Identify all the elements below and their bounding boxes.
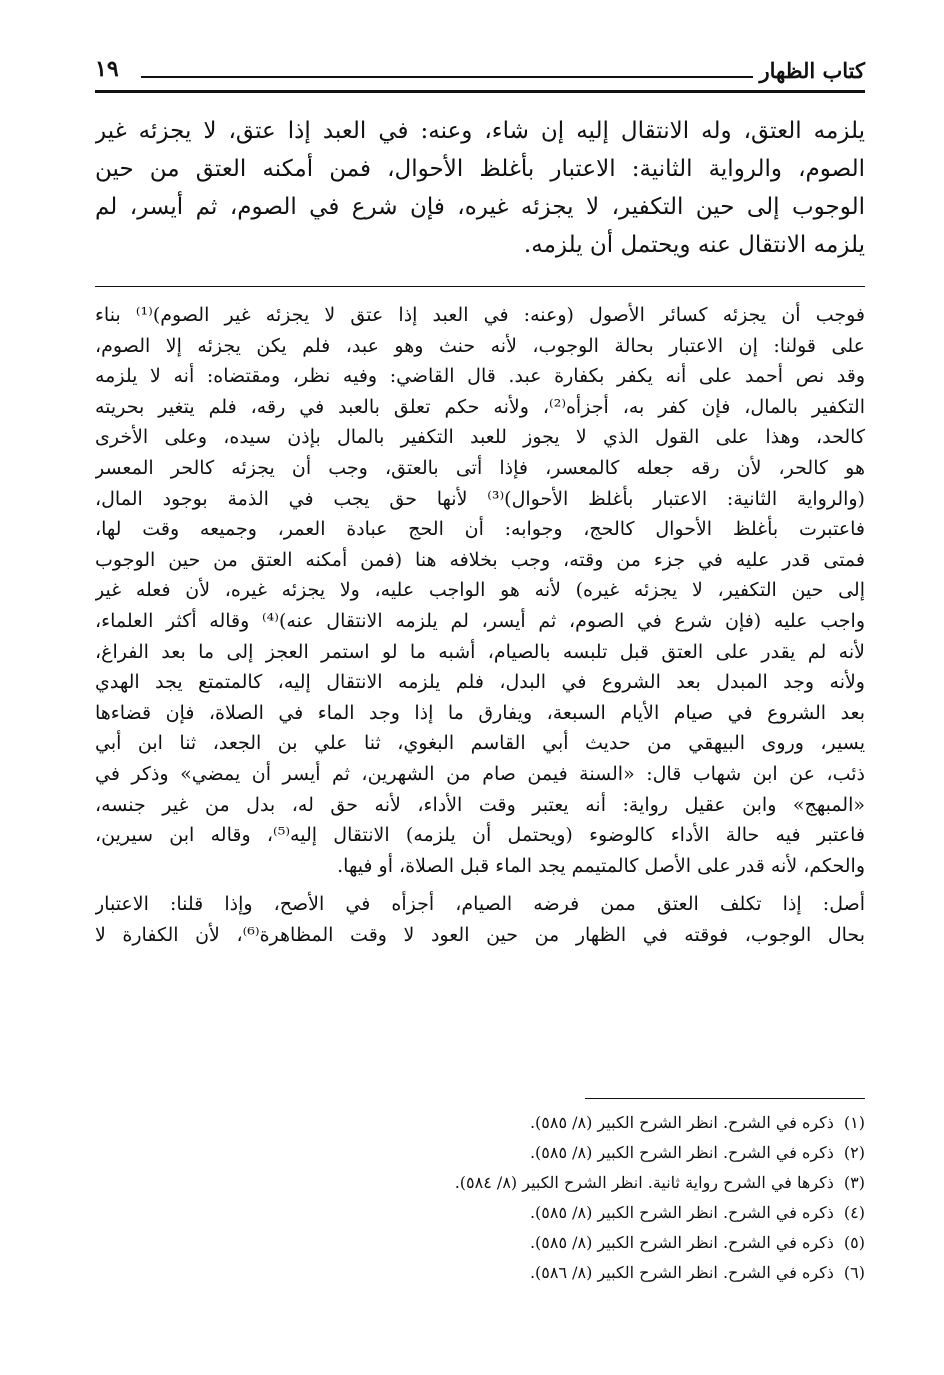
commentary-line: كالحد، وهذا على القول الذي لا يجوز للعبد التكفير بالمال بإذن سيده، وعلى الأخرى	[95, 426, 865, 449]
main-text-line: يلزمه العتق، وله الانتقال إليه إن شاء، وعنه: في العبد إذا عتق، لا يجزئه غير	[95, 118, 865, 144]
footnote	[95, 1138, 865, 1168]
commentary-line: (والرواية الثانية: الاعتبار بأغلظ الأحوال)⁽³⁾ لأنها حق يجب في الذمة بوجود المال،	[95, 487, 865, 510]
footnote-number: (٣)	[843, 1173, 865, 1192]
footnote	[95, 1228, 865, 1258]
page-header	[95, 52, 865, 92]
commentary-line: فمتى قدر عليه في جزء من وقته، وجب بخلافه هنا (فمن أمكنه العتق من حين الوجوب	[95, 548, 865, 571]
commentary-paragraph	[95, 889, 865, 950]
main-text-line: الوجوب إلى حين التكفير، لا يجزئه غيره، فإن شرع في الصوم، ثم أيسر، لم	[95, 194, 865, 220]
footnote-number: (٢)	[843, 1143, 865, 1162]
main-text-line: يلزمه الانتقال عنه ويحتمل أن يلزمه.	[523, 232, 865, 258]
footnote-number: (٦)	[843, 1263, 865, 1282]
commentary-line: أصل: إذا تكلف العتق ممن فرضه الصيام، أجزأه في الأصح، وإذا قلنا: الاعتبار	[95, 893, 865, 916]
footnote-text: ذكره في الشرح. انظر الشرح الكبير (٨/ ٥٨٦).	[529, 1263, 834, 1282]
footnote-text: ذكرها في الشرح رواية ثانية. انظر الشرح الكبير (٨/ ٥٨٤).	[454, 1173, 834, 1192]
commentary-line: يسير، وروى البيهقي من حديث أبي القاسم البغوي، ثنا علي بن الجعد، ثنا ابن أبي	[95, 732, 865, 755]
commentary-line: إلى حين التكفير، لا يجزئه غيره) لأنه هو الواجب عليه، ولا يجزئه غيره، لأن فعله غير	[95, 579, 865, 602]
footnote-text: ذكره في الشرح. انظر الشرح الكبير (٨/ ٥٨٥).	[529, 1233, 834, 1252]
main-text	[95, 112, 865, 264]
footnote-text: ذكره في الشرح. انظر الشرح الكبير (٨/ ٥٨٥).	[529, 1113, 834, 1132]
footnote-number: (١)	[843, 1113, 865, 1132]
commentary-line: ذئب، عن ابن شهاب قال: «السنة فيمن صام من الشهرين، ثم أيسر أن يمضي» وذكر في	[95, 762, 865, 785]
header-divider	[95, 90, 865, 93]
commentary-line: بعد الشروع في صيام الأيام السبعة، ويفارق ما إذا وجد الماء في الصلاة، فإن قضاءها	[95, 701, 865, 724]
footnote	[95, 1198, 865, 1228]
commentary-line: فوجب أن يجزئه كسائر الأصول (وعنه: في العبد إذا عتق لا يجزئه غير الصوم)⁽¹⁾ بناء	[95, 304, 865, 326]
commentary	[95, 300, 865, 950]
chapter-title: كتاب الظهار	[759, 58, 865, 83]
commentary-line: بحال الوجوب، فوقته في الظهار من حين العود لا وقت المظاهرة⁽⁶⁾، لأن الكفارة لا	[95, 923, 865, 946]
commentary-line: على قولنا: إن الاعتبار بحالة الوجوب، لأنه حنث وهو عبد، فلم يكن يجزئه إلا الصوم،	[95, 334, 865, 357]
commentary-line: فاعتبرت بأغلظ الأحوال كالحج، وجوابه: أن الحج عبادة العمر، وجميعه وقت لها،	[95, 518, 865, 541]
section-divider	[95, 286, 865, 287]
commentary-line: لأنه لم يقدر على العتق قبل تلبسه بالصيام، أشبه ما لو استمر العجز إلى ما بعد الفراغ،	[95, 640, 865, 663]
commentary-line: وقد نص أحمد على أنه يكفر بكفارة عبد. قال القاضي: وفيه نظر، ومقتضاه: أنه لا يلزمه	[95, 365, 865, 388]
commentary-line: فاعتبر فيه حالة الأداء كالوضوء (ويحتمل أن يلزمه) الانتقال إليه⁽⁵⁾، وقاله ابن سيرين،	[95, 824, 865, 847]
commentary-line: «المبهج» وابن عقيل رواية: أنه يعتبر وقت الأداء، لأنه حق له، بدل من غير جنسه،	[95, 793, 865, 816]
footnote-text: ذكره في الشرح. انظر الشرح الكبير (٨/ ٥٨٥).	[529, 1203, 834, 1222]
footnote-number: (٥)	[843, 1233, 865, 1252]
page-number: ١٩	[95, 56, 119, 82]
commentary-line: التكفير بالمال، فإن كفر به، أجزأه⁽²⁾، ولأنه حكم تعلق بالعبد في رقه، فلم يتغير بحريته	[95, 395, 865, 418]
footnotes	[95, 1108, 865, 1288]
paragraph-gap	[95, 881, 865, 889]
header-rule	[141, 76, 753, 78]
footnote	[95, 1108, 865, 1138]
commentary-line: والحكم، لأنه قدر على الأصل كالمتيمم يجد الماء قبل الصلاة، أو فيها.	[337, 854, 865, 877]
footnote	[95, 1258, 865, 1288]
commentary-line: ولأنه وجد المبدل بعد الشروع في البدل، فلم يلزمه الانتقال إليه، كالمتمتع يجد الهدي	[95, 671, 865, 694]
footnote	[95, 1168, 865, 1198]
main-text-line: الصوم، والرواية الثانية: الاعتبار بأغلظ الأحوال، فمن أمكنه العتق من حين	[95, 156, 865, 182]
footnote-number: (٤)	[843, 1203, 865, 1222]
footnote-text: ذكره في الشرح. انظر الشرح الكبير (٨/ ٥٨٥).	[529, 1143, 834, 1162]
footnote-divider	[585, 1098, 865, 1099]
commentary-line: هو كالحر، لأن رقه جعله كالمعسر، فإذا أتى بالعتق، وجب أن يجزئه كالحر المعسر	[95, 456, 865, 479]
commentary-paragraph	[95, 300, 865, 881]
commentary-line: واجب عليه (فإن شرع في الصوم، ثم أيسر، لم يلزمه الانتقال عنه)⁽⁴⁾ وقاله أكثر العلماء،	[95, 609, 865, 632]
